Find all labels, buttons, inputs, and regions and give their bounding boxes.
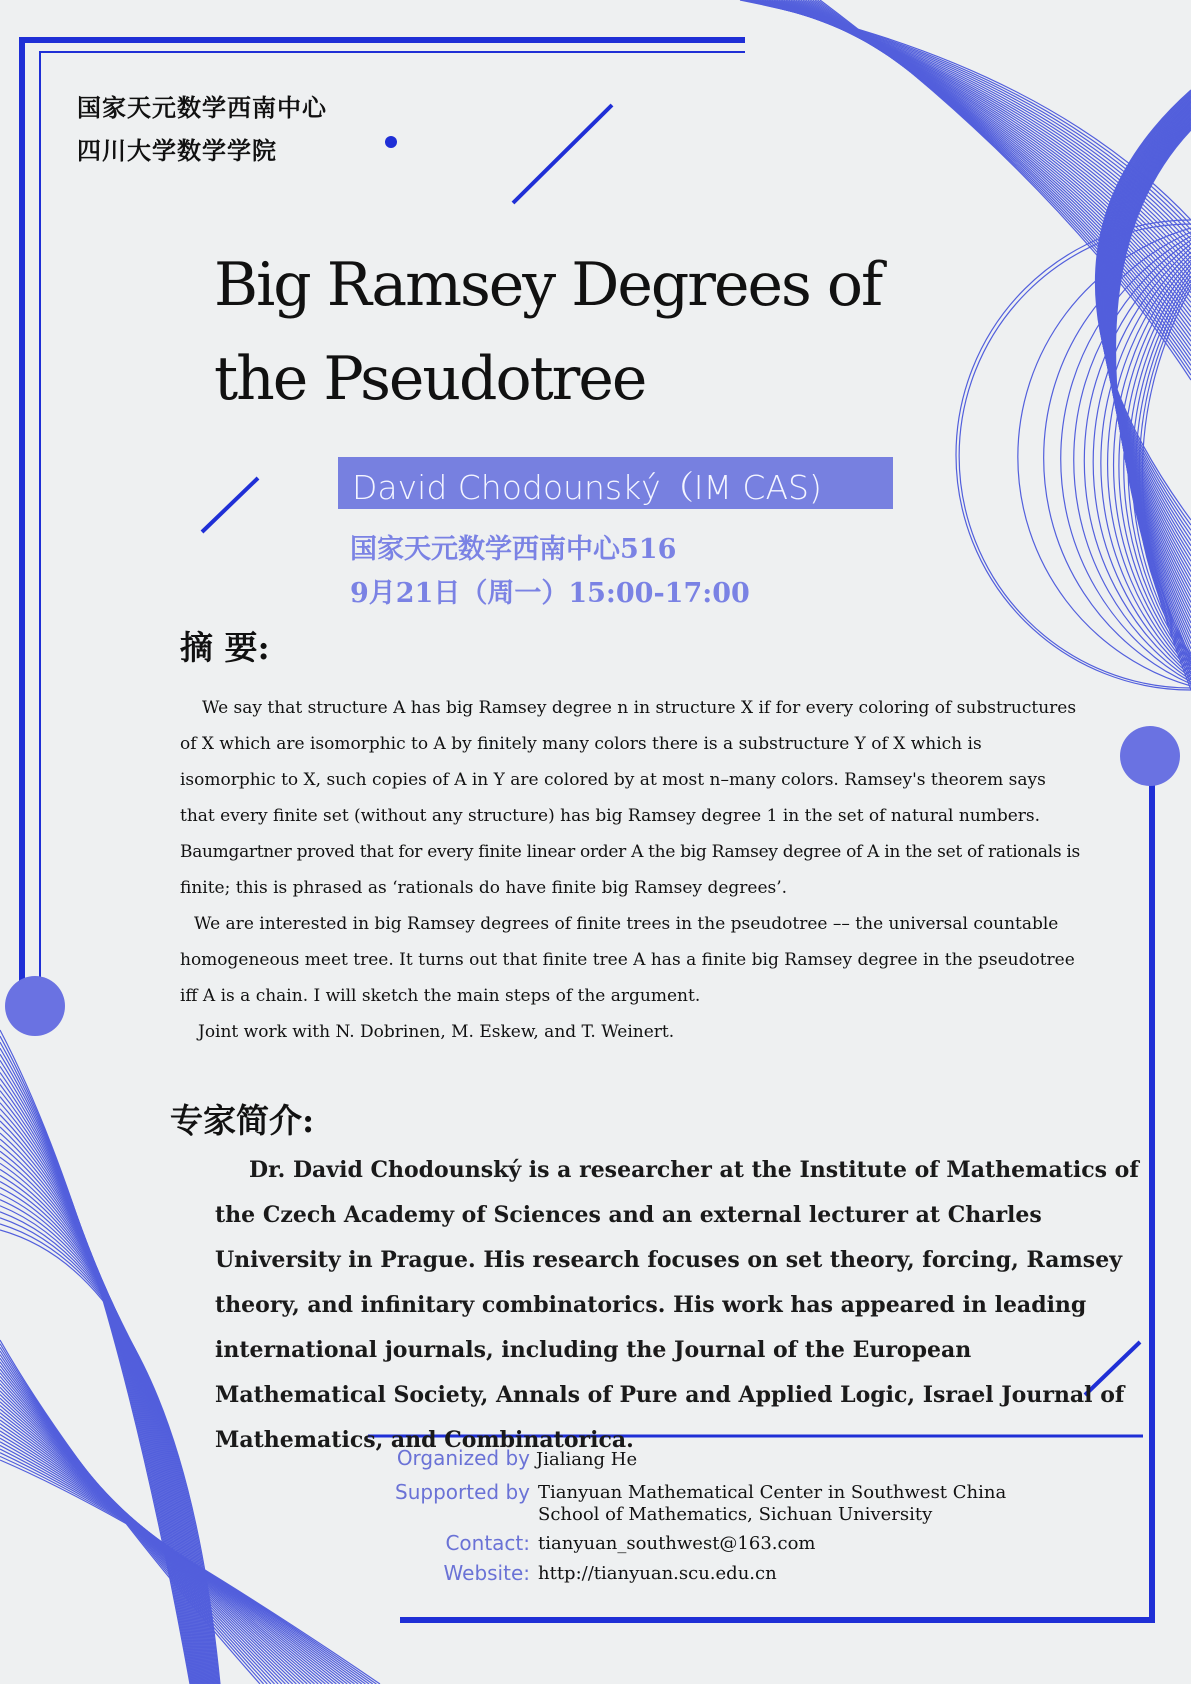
title-line-1: Big Ramsey Degrees of — [214, 250, 882, 320]
bio-text: Dr. David Chodounský is a researcher at the Institute of Mathematics of the Czech Academy of Sciences and an external lecturer at Charles University in Prague. His research focuses on set theory, forcing, Ramsey theory, and infinitary combinatorics. His work has appeared in leading international journals, including the Journal of the European Mathematical Society, Annals of Pure and Applied Logic, Israel Journal of Mathematics, and Combinatorica. — [215, 1157, 1139, 1453]
contact-label: Contact: — [445, 1531, 530, 1555]
slash-stroke — [513, 105, 612, 203]
abstract-line: that every finite set (without any structure) has big Ramsey degree 1 in the set of natural numbers. — [180, 806, 1041, 826]
circle-left — [5, 976, 65, 1036]
contact-value[interactable]: tianyuan_southwest@163.com — [538, 1533, 816, 1554]
abstract-heading: 摘 要: — [180, 628, 270, 667]
abstract-line: finite; this is phrased as ‘rationals do have finite big Ramsey degrees’. — [180, 878, 788, 898]
speaker-name: David Chodounský（IM CAS) — [352, 468, 822, 507]
website-label: Website: — [443, 1561, 530, 1585]
abstract-line: Baumgartner proved that for every finite linear order A the big Ramsey degree of A in the set of rationals is — [180, 842, 1080, 862]
talk-title — [214, 238, 934, 426]
org-line-2: 四川大学数学学院 — [77, 136, 277, 165]
abstract-line: isomorphic to X, such copies of A in Y are colored by at most n–many colors. Ramsey's theorem says — [180, 770, 1046, 790]
org-line-1: 国家天元数学西南中心 — [77, 93, 327, 122]
abstract-line: homogeneous meet tree. It turns out that finite tree A has a finite big Ramsey degree in the pseudotree — [180, 950, 1075, 970]
website-value[interactable]: http://tianyuan.scu.edu.cn — [538, 1563, 777, 1584]
abstract-line: We are interested in big Ramsey degrees of finite trees in the pseudotree –– the universal countable — [194, 914, 1059, 934]
organized-value: Jialiang He — [536, 1449, 638, 1470]
supported-value-1: Tianyuan Mathematical Center in Southwest China — [538, 1482, 1007, 1503]
abstract-line: We say that structure A has big Ramsey degree n in structure X if for every coloring of substructures — [202, 698, 1077, 718]
title-line-2: the Pseudotree — [214, 344, 646, 414]
abstract-line: Joint work with N. Dobrinen, M. Eskew, and T. Weinert. — [198, 1022, 675, 1042]
slash-stroke — [202, 478, 258, 532]
venue-time: 9月21日（周一）15:00-17:00 — [350, 578, 750, 609]
abstract-line: iff A is a chain. I will sketch the main steps of the argument. — [180, 986, 701, 1006]
organized-label: Organized by — [396, 1446, 530, 1470]
abstract-body — [180, 690, 1140, 1050]
supported-value-2: School of Mathematics, Sichuan University — [538, 1504, 933, 1525]
small-dot — [385, 136, 397, 148]
venue-location: 国家天元数学西南中心516 — [350, 534, 677, 565]
supported-label: Supported by — [395, 1480, 530, 1504]
abstract-line: of X which are isomorphic to A by finitely many colors there is a substructure Y of X which is — [180, 734, 982, 754]
bio-heading: 专家简介: — [170, 1101, 315, 1140]
bio-body — [215, 1148, 1140, 1463]
